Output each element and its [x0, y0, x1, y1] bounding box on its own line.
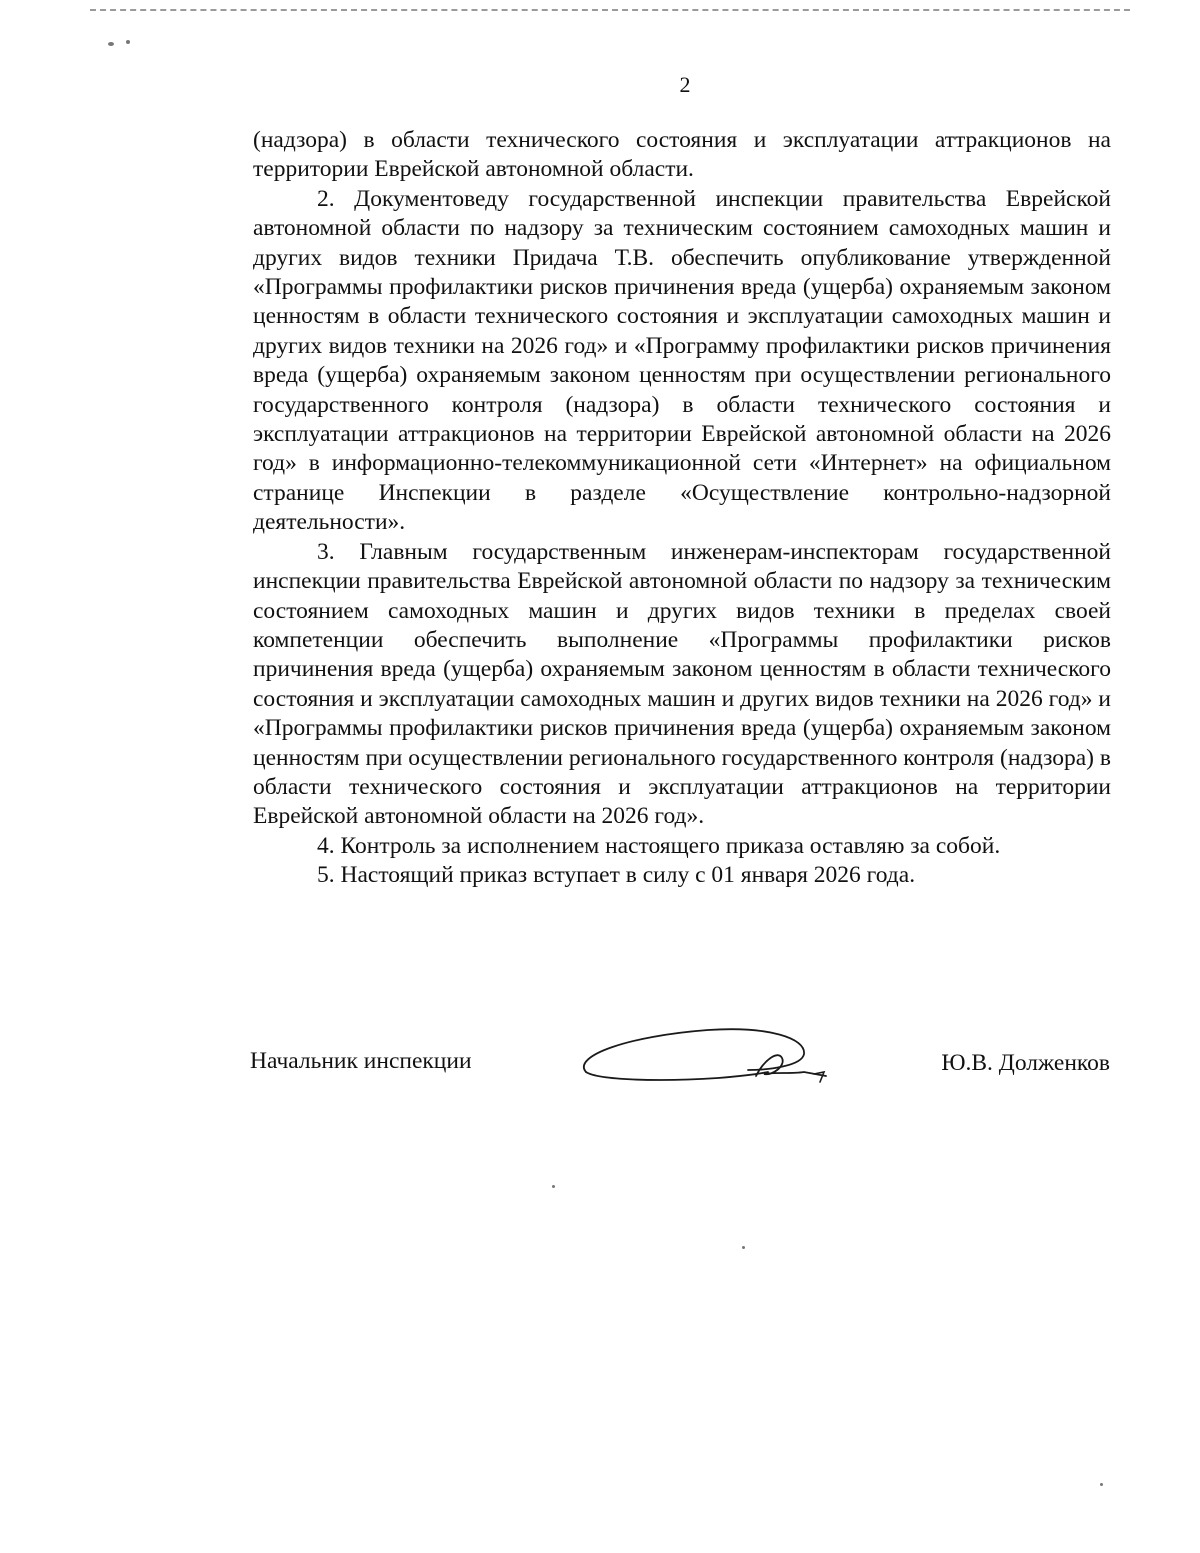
- document-body: [253, 126, 1111, 891]
- paragraph-item-2: 2. Документоведу государственной инспекции правительства Еврейской автономной области по надзору за техническим состоянием самоходных машин и других видов техники Придача Т.В. обеспечить опубликование утвержденной «Программы профилактики рисков причинения вреда (ущерба) охраняемым законом ценностям в области технического состояния и эксплуатации самоходных машин и других видов техники на 2026 год» и «Программу профилактики рисков причинения вреда (ущерба) охраняемым законом ценностям при осуществлении регионального государственного контроля (надзора) в области технического состояния и эксплуатации аттракционов на территории Еврейской автономной области на 2026 год» в информационно-телекоммуникационной сети «Интернет» на официальном странице Инспекции в разделе «Осуществление контрольно-надзорной деятельности».: [253, 185, 1111, 536]
- paragraph-item-5: 5. Настоящий приказ вступает в силу с 01 января 2026 года.: [317, 862, 916, 889]
- scan-speck: [126, 40, 130, 44]
- paragraph-continuation: (надзора) в области технического состояния и эксплуатации аттракционов на территории Еврейской автономной области.: [253, 127, 1111, 183]
- scan-speck: [552, 1185, 555, 1188]
- page-number: 2: [679, 72, 691, 97]
- scan-speck: [742, 1246, 745, 1249]
- signatory-position: Начальник инспекции: [250, 1048, 472, 1074]
- scan-speck: [108, 42, 114, 46]
- handwritten-signature: [568, 1014, 838, 1104]
- signatory-name: Ю.В. Долженков: [941, 1050, 1110, 1076]
- signature-block: [250, 1044, 1110, 1104]
- scan-top-edge: [90, 9, 1130, 11]
- paragraph-item-4: 4. Контроль за исполнением настоящего приказа оставляю за собой.: [317, 832, 1001, 859]
- scan-speck: [1100, 1483, 1103, 1486]
- paragraph-item-3: 3. Главным государственным инженерам-инспекторам государственной инспекции правительства Еврейской автономной области по надзору за техническим состоянием самоходных машин и других видов техники в пределах своей компетенции обеспечить выполнение «Программы профилактики рисков причинения вреда (ущерба) охраняемым законом ценностям в области технического состояния и эксплуатации самоходных машин и других видов техники на 2026 год» и «Программы профилактики рисков причинения вреда (ущерба) охраняемым законом ценностям при осуществлении регионального государственного контроля (надзора) в области технического состояния и эксплуатации аттракционов на территории Еврейской автономной области на 2026 год».: [253, 538, 1111, 830]
